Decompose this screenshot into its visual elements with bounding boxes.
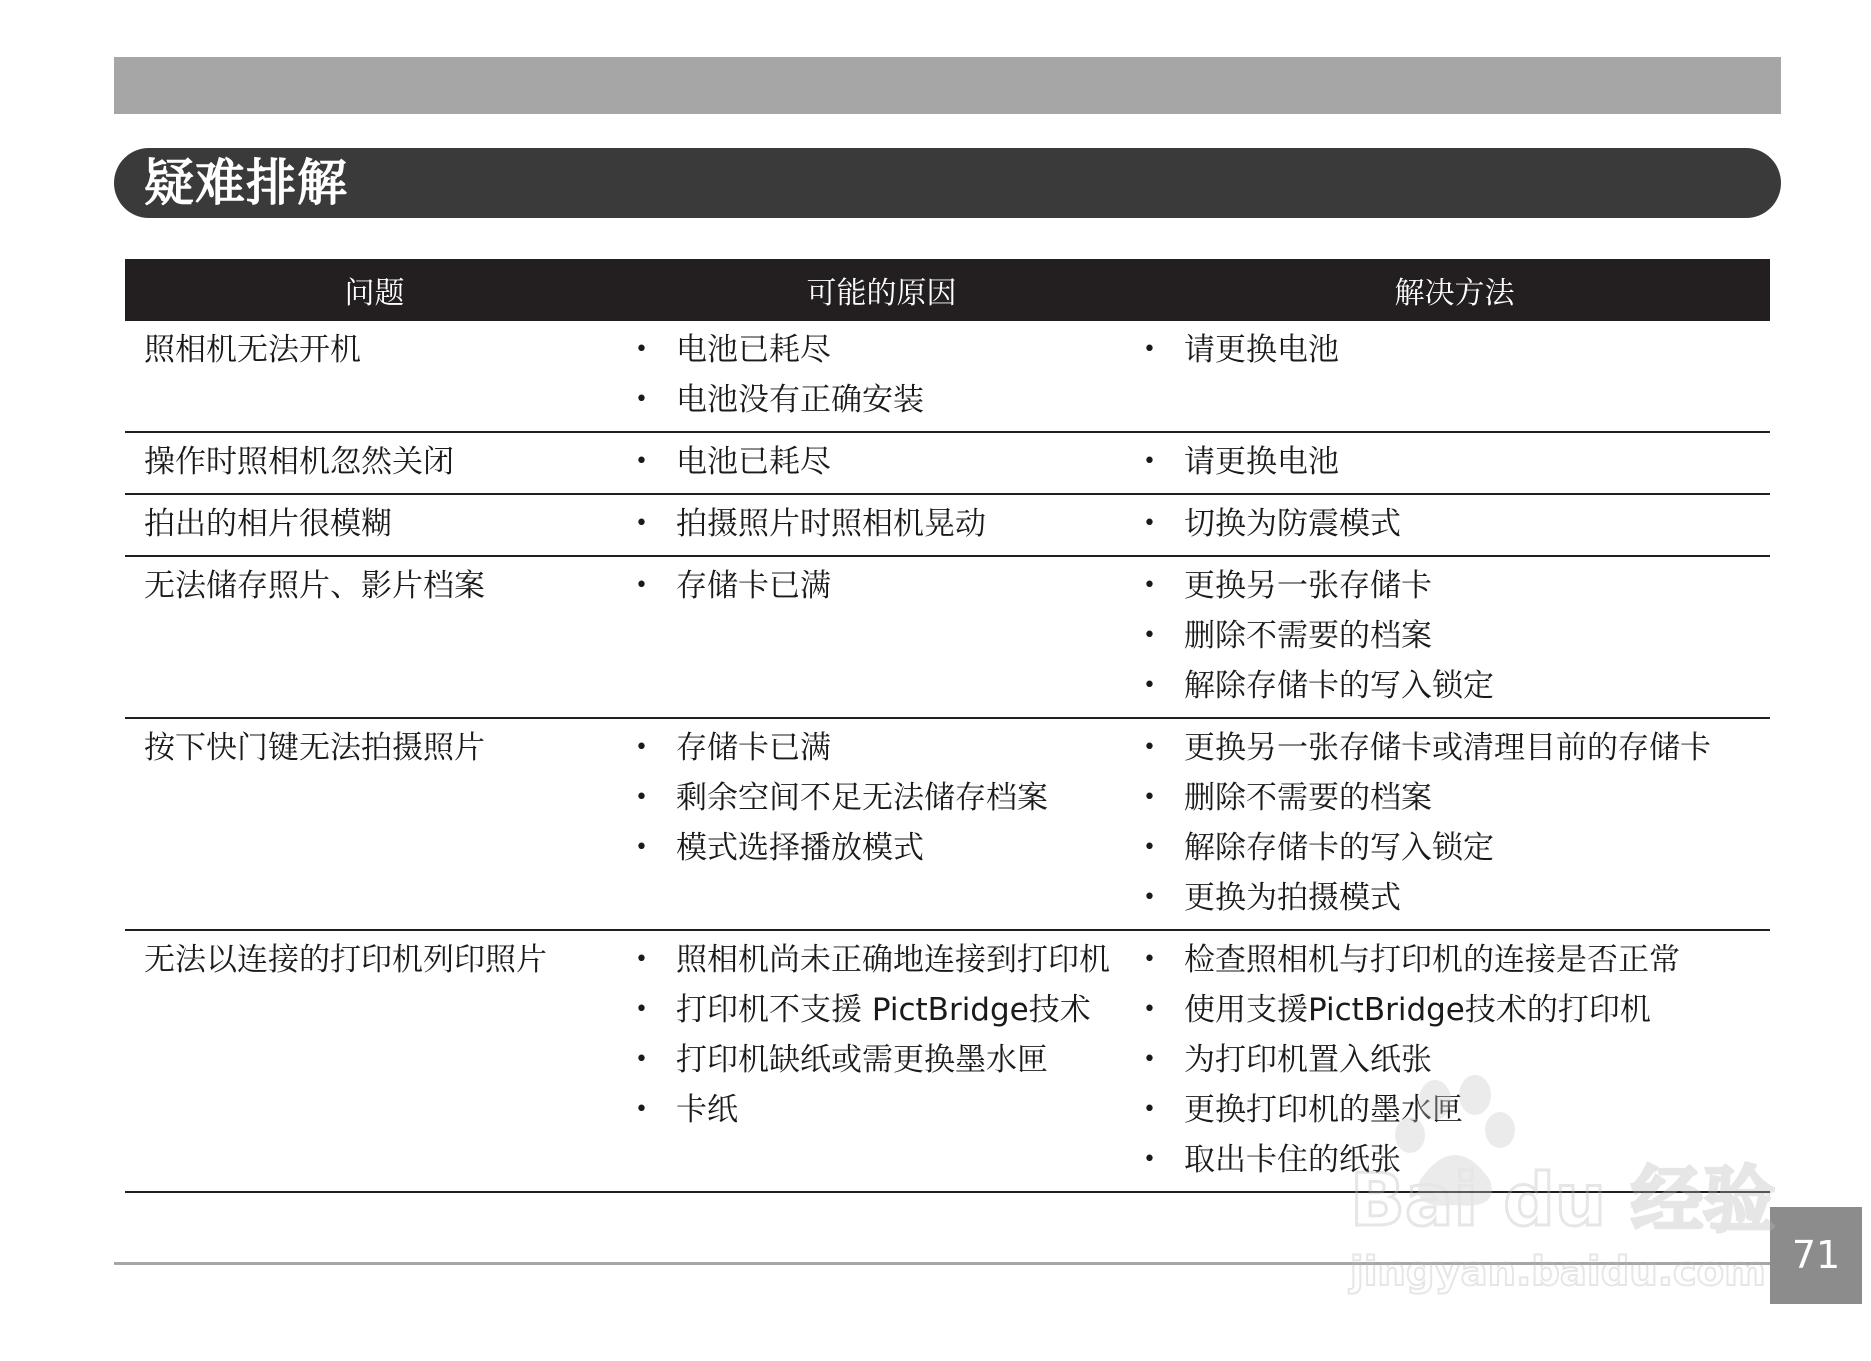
solution-item: • 解除存储卡的写入锁定 bbox=[1143, 661, 1762, 711]
problem-cell: 照相机无法开机 bbox=[125, 321, 624, 432]
cause-cell bbox=[624, 556, 1139, 718]
table-row bbox=[125, 718, 1770, 930]
cause-item: • 电池没有正确安装 bbox=[635, 375, 1129, 425]
solution-cell bbox=[1139, 556, 1770, 718]
solution-list bbox=[1143, 325, 1762, 375]
cause-cell bbox=[624, 432, 1139, 494]
solution-cell bbox=[1139, 494, 1770, 556]
watermark-logo: Bai du 经验 bbox=[1350, 1158, 1776, 1242]
cause-item: • 照相机尚未正确地连接到打印机 bbox=[635, 935, 1129, 985]
solution-item: • 删除不需要的档案 bbox=[1143, 773, 1762, 823]
solution-list bbox=[1143, 723, 1762, 923]
cause-item: • 剩余空间不足无法储存档案 bbox=[635, 773, 1129, 823]
troubleshooting-table bbox=[125, 259, 1770, 1193]
cause-list bbox=[635, 935, 1129, 1135]
solution-list bbox=[1143, 437, 1762, 487]
page-number-box bbox=[1770, 1207, 1862, 1304]
table-header-row bbox=[125, 259, 1770, 321]
page-number: 71 bbox=[1791, 1233, 1841, 1277]
cause-list bbox=[635, 325, 1129, 425]
solution-item: • 为打印机置入纸张 bbox=[1143, 1035, 1762, 1085]
cause-list bbox=[635, 499, 1129, 549]
top-banner-bar bbox=[114, 57, 1781, 114]
solution-item: • 请更换电池 bbox=[1143, 325, 1762, 375]
section-header bbox=[114, 148, 1781, 218]
cause-item: • 打印机不支援 PictBridge技术 bbox=[635, 985, 1129, 1035]
baidu-jingyan-watermark bbox=[1340, 1070, 1780, 1300]
watermark-url: jingyan.baidu.com bbox=[1350, 1249, 1766, 1295]
solution-item: • 更换打印机的墨水匣 bbox=[1143, 1085, 1762, 1135]
cause-item: • 模式选择播放模式 bbox=[635, 823, 1129, 873]
solution-item: • 取出卡住的纸张 bbox=[1143, 1135, 1762, 1185]
solution-cell bbox=[1139, 432, 1770, 494]
cause-item: • 存储卡已满 bbox=[635, 561, 1129, 611]
table-row bbox=[125, 321, 1770, 432]
cause-item: • 卡纸 bbox=[635, 1085, 1129, 1135]
solution-item: • 使用支援PictBridge技术的打印机 bbox=[1143, 985, 1762, 1035]
problem-cell: 操作时照相机忽然关闭 bbox=[125, 432, 624, 494]
solution-item: • 删除不需要的档案 bbox=[1143, 611, 1762, 661]
cause-list bbox=[635, 723, 1129, 873]
cause-item: • 拍摄照片时照相机晃动 bbox=[635, 499, 1129, 549]
solution-item: • 更换另一张存储卡或清理目前的存储卡 bbox=[1143, 723, 1762, 773]
header-cause: 可能的原因 bbox=[624, 259, 1139, 321]
cause-item: • 存储卡已满 bbox=[635, 723, 1129, 773]
solution-item: • 切换为防震模式 bbox=[1143, 499, 1762, 549]
section-title: 疑难排解 bbox=[144, 154, 348, 212]
problem-cell: 拍出的相片很模糊 bbox=[125, 494, 624, 556]
solution-cell bbox=[1139, 321, 1770, 432]
solution-list bbox=[1143, 499, 1762, 549]
cause-item: • 打印机缺纸或需更换墨水匣 bbox=[635, 1035, 1129, 1085]
table-row bbox=[125, 556, 1770, 718]
problem-cell: 无法储存照片、影片档案 bbox=[125, 556, 624, 718]
cause-list bbox=[635, 561, 1129, 611]
solution-cell bbox=[1139, 718, 1770, 930]
header-problem: 问题 bbox=[125, 259, 624, 321]
problem-cell: 无法以连接的打印机列印照片 bbox=[125, 930, 624, 1192]
problem-cell: 按下快门键无法拍摄照片 bbox=[125, 718, 624, 930]
cause-item: • 电池已耗尽 bbox=[635, 325, 1129, 375]
cause-cell bbox=[624, 321, 1139, 432]
solution-list bbox=[1143, 561, 1762, 711]
solution-item: • 解除存储卡的写入锁定 bbox=[1143, 823, 1762, 873]
solution-item: • 检查照相机与打印机的连接是否正常 bbox=[1143, 935, 1762, 985]
solution-item: • 请更换电池 bbox=[1143, 437, 1762, 487]
cause-cell bbox=[624, 718, 1139, 930]
table-row bbox=[125, 494, 1770, 556]
solution-item: • 更换另一张存储卡 bbox=[1143, 561, 1762, 611]
table-row bbox=[125, 432, 1770, 494]
cause-cell bbox=[624, 494, 1139, 556]
cause-item: • 电池已耗尽 bbox=[635, 437, 1129, 487]
header-solution: 解决方法 bbox=[1139, 259, 1770, 321]
solution-item: • 更换为拍摄模式 bbox=[1143, 873, 1762, 923]
cause-list bbox=[635, 437, 1129, 487]
cause-cell bbox=[624, 930, 1139, 1192]
